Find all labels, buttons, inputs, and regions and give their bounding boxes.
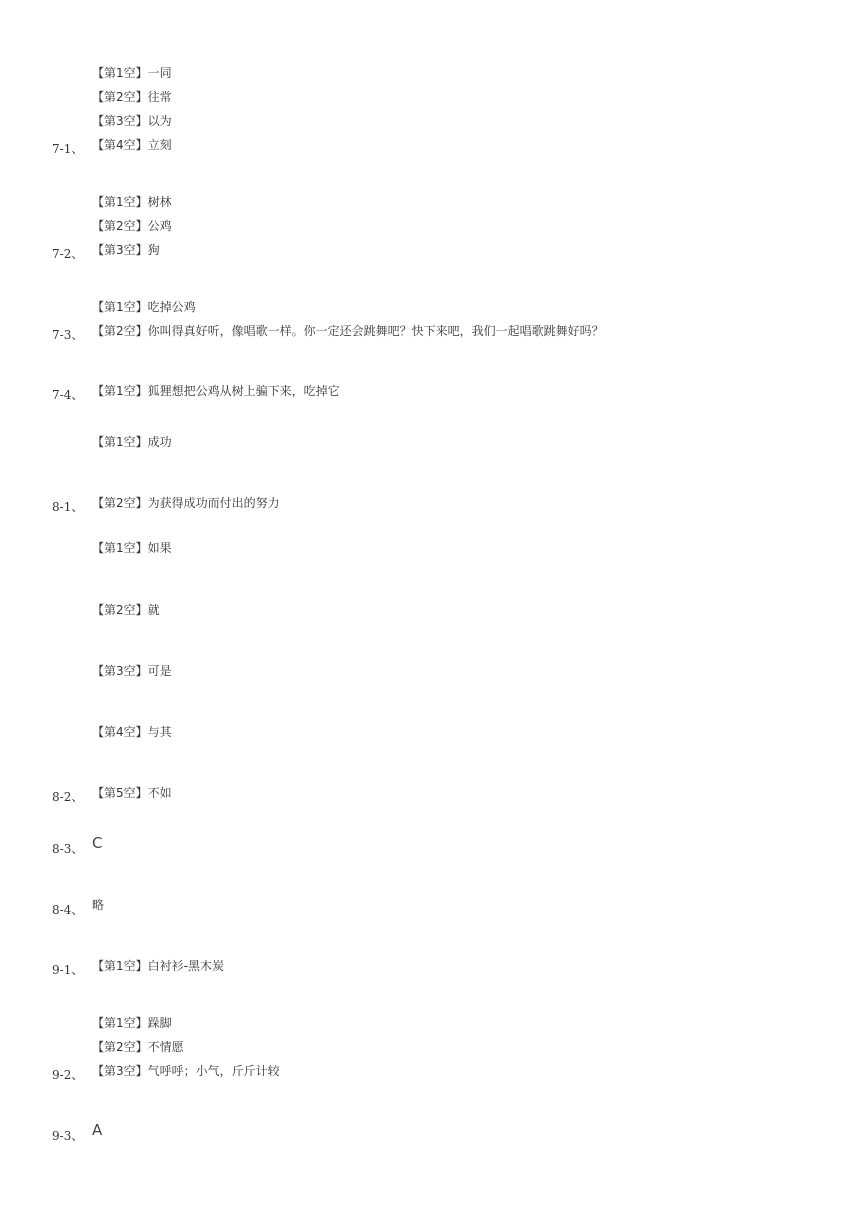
answer-line: 【第1空】成功 <box>92 435 172 449</box>
answer-line: 【第2空】就 <box>92 603 160 617</box>
answer-line: 【第1空】如果 <box>92 541 172 555</box>
answer-line: 【第3空】可是 <box>92 664 172 678</box>
question-number: 7-2、 <box>52 247 84 261</box>
answer-line: 【第1空】跺脚 <box>92 1016 172 1030</box>
answer-line: 【第4空】与其 <box>92 725 172 739</box>
answer-text: A <box>92 1121 103 1139</box>
answer-line: 【第2空】你叫得真好听，像唱歌一样。你一定还会跳舞吧？快下来吧，我们一起唱歌跳舞好吗？ <box>92 324 604 338</box>
answer-line: 【第1空】树林 <box>92 195 172 209</box>
question-number: 9-3、 <box>52 1129 84 1143</box>
question-number: 7-4、 <box>52 388 84 402</box>
answer-text: 略 <box>92 898 105 912</box>
answer-line: 【第3空】以为 <box>92 114 172 128</box>
question-number: 8-3、 <box>52 842 84 856</box>
question-number: 9-1、 <box>52 963 84 977</box>
question-number: 8-4、 <box>52 903 84 917</box>
question-number: 8-1、 <box>52 500 84 514</box>
answer-line: 【第4空】立刻 <box>92 138 172 152</box>
answer-line: 【第3空】狗 <box>92 243 160 257</box>
answer-line: 【第1空】白衬衫-黑木炭 <box>92 959 224 973</box>
answer-line: 【第2空】为获得成功而付出的努力 <box>92 496 280 510</box>
question-number: 7-1、 <box>52 142 84 156</box>
answer-line: 【第5空】不如 <box>92 786 172 800</box>
answer-line: 【第2空】公鸡 <box>92 219 172 233</box>
question-number: 8-2、 <box>52 790 84 804</box>
answer-line: 【第1空】一同 <box>92 66 172 80</box>
question-number: 9-2、 <box>52 1068 84 1082</box>
answer-line: 【第3空】气呼呼；小气，斤斤计较 <box>92 1064 280 1078</box>
question-number: 7-3、 <box>52 328 84 342</box>
answer-text: C <box>92 834 103 852</box>
answer-line: 【第2空】不情愿 <box>92 1040 184 1054</box>
answer-line: 【第1空】吃掉公鸡 <box>92 300 196 314</box>
answer-line: 【第2空】往常 <box>92 90 172 104</box>
answer-line: 【第1空】狐狸想把公鸡从树上骗下来，吃掉它 <box>92 384 340 398</box>
